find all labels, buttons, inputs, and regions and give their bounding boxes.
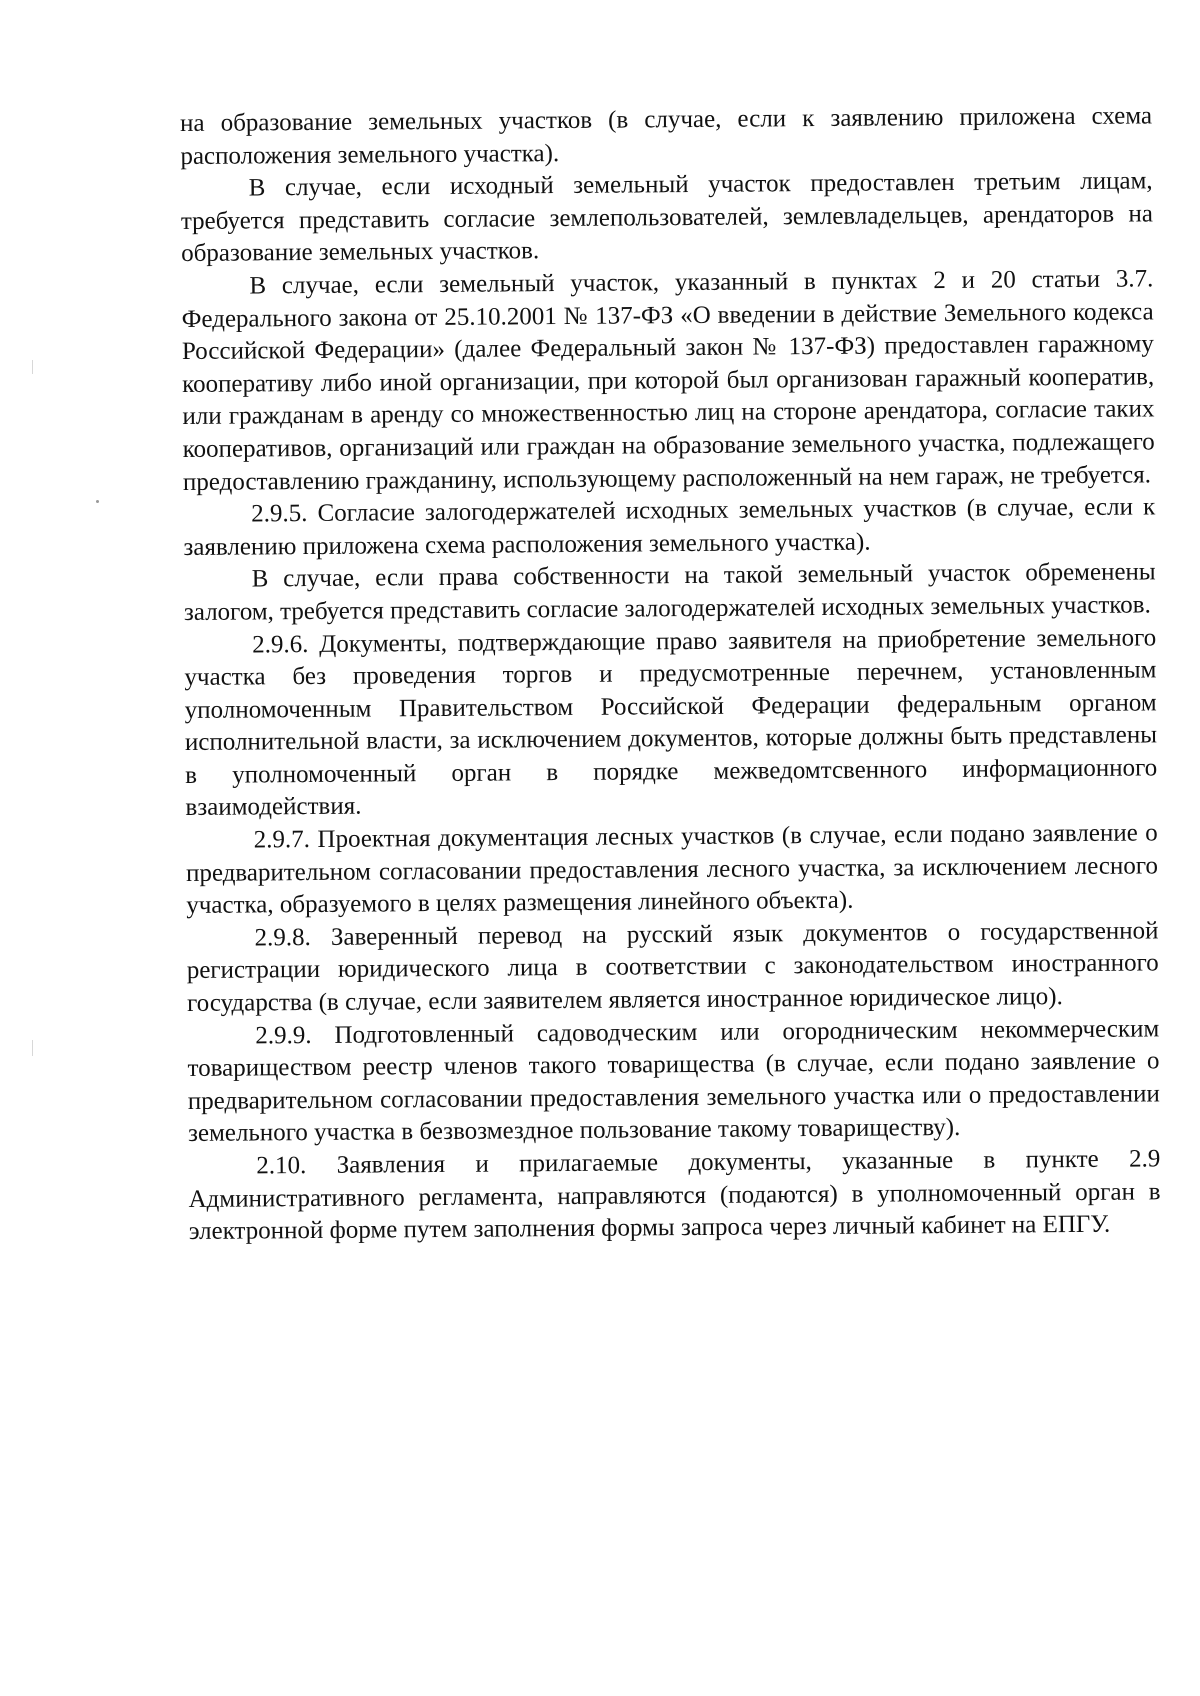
paragraph-pledge-consent: В случае, если права собственности на такой земельный участок обременены залогом, требуется представить согласие залогодержателей исходных земельных участков. [183,558,1156,626]
paragraph-2-9-5: 2.9.5. Согласие залогодержателей исходных земельных участков (в случае, если к заявлению приложена схема расположения земельного участка). [183,493,1156,561]
paragraph-garage-cooperative: В случае, если земельный участок, указанный в пунктах 2 и 20 статьи 3.7. Федерального закона от 25.10.2001 № 137-ФЗ «О введении в действие Земельного кодекса Российской Федерации» (далее Федеральный закон № 137-ФЗ) предоставлен гаражному кооперативу либо иной организации, при которой был организован гаражный кооператив, или гражданам в аренду со множественностью лиц на стороне арендатора, согласие таких кооперативов, организаций или граждан на образование земельного участка, подлежащего предоставлению гражданину, использующему расположенный на нем гараж, не требуется. [181,265,1155,496]
paragraph-continuation: на образование земельных участков (в случае, если к заявлению приложена схема расположения земельного участка). [180,102,1153,170]
paragraph-third-party-consent: В случае, если исходный земельный участок предоставлен третьим лицам, требуется представить согласие землепользователей, землевладельцев, арендаторов на образование земельных участков. [180,167,1153,268]
scan-speck [32,1040,33,1056]
scan-speck [32,360,33,374]
paragraph-2-9-7: 2.9.7. Проектная документация лесных участков (в случае, если подано заявление о предварительном согласовании предоставления лесного участка, за исключением лесного участка, образуемого в целях размещения линейного объекта). [185,819,1159,920]
paragraph-2-10: 2.10. Заявления и прилагаемые документы, указанные в пункте 2.9 Административного регламента, направляются (подаются) в уполномоченный орган в электронной форме путем заполнения формы запроса через личный кабинет на ЕПГУ. [188,1145,1161,1246]
scan-speck [96,500,99,503]
paragraph-2-9-9: 2.9.9. Подготовленный садоводческим или огородническим некоммерческим товариществом реестр членов такого товарищества (в случае, если подано заявление о предварительном согласовании предоставления земельного участка или о предоставлении земельного участка в безвозмездное пользование такому товариществу). [187,1014,1160,1148]
paragraph-2-9-8: 2.9.8. Заверенный перевод на русский язык документов о государственной регистрации юридического лица в соответствии с законодательством иностранного государства (в случае, если заявителем является иностранное юридическое лицо). [186,917,1159,1018]
paragraph-2-9-6: 2.9.6. Документы, подтверждающие право заявителя на приобретение земельного участка без проведения торгов и предусмотренные перечнем, установленным уполномоченным Правительством Российской Федерации федеральным органом исполнительной власти, за исключением документов, которые должны быть представлены в уполномоченный орган в порядке межведомтсвенного информационного взаимодействия. [184,623,1158,822]
document-body [180,100,1161,1248]
